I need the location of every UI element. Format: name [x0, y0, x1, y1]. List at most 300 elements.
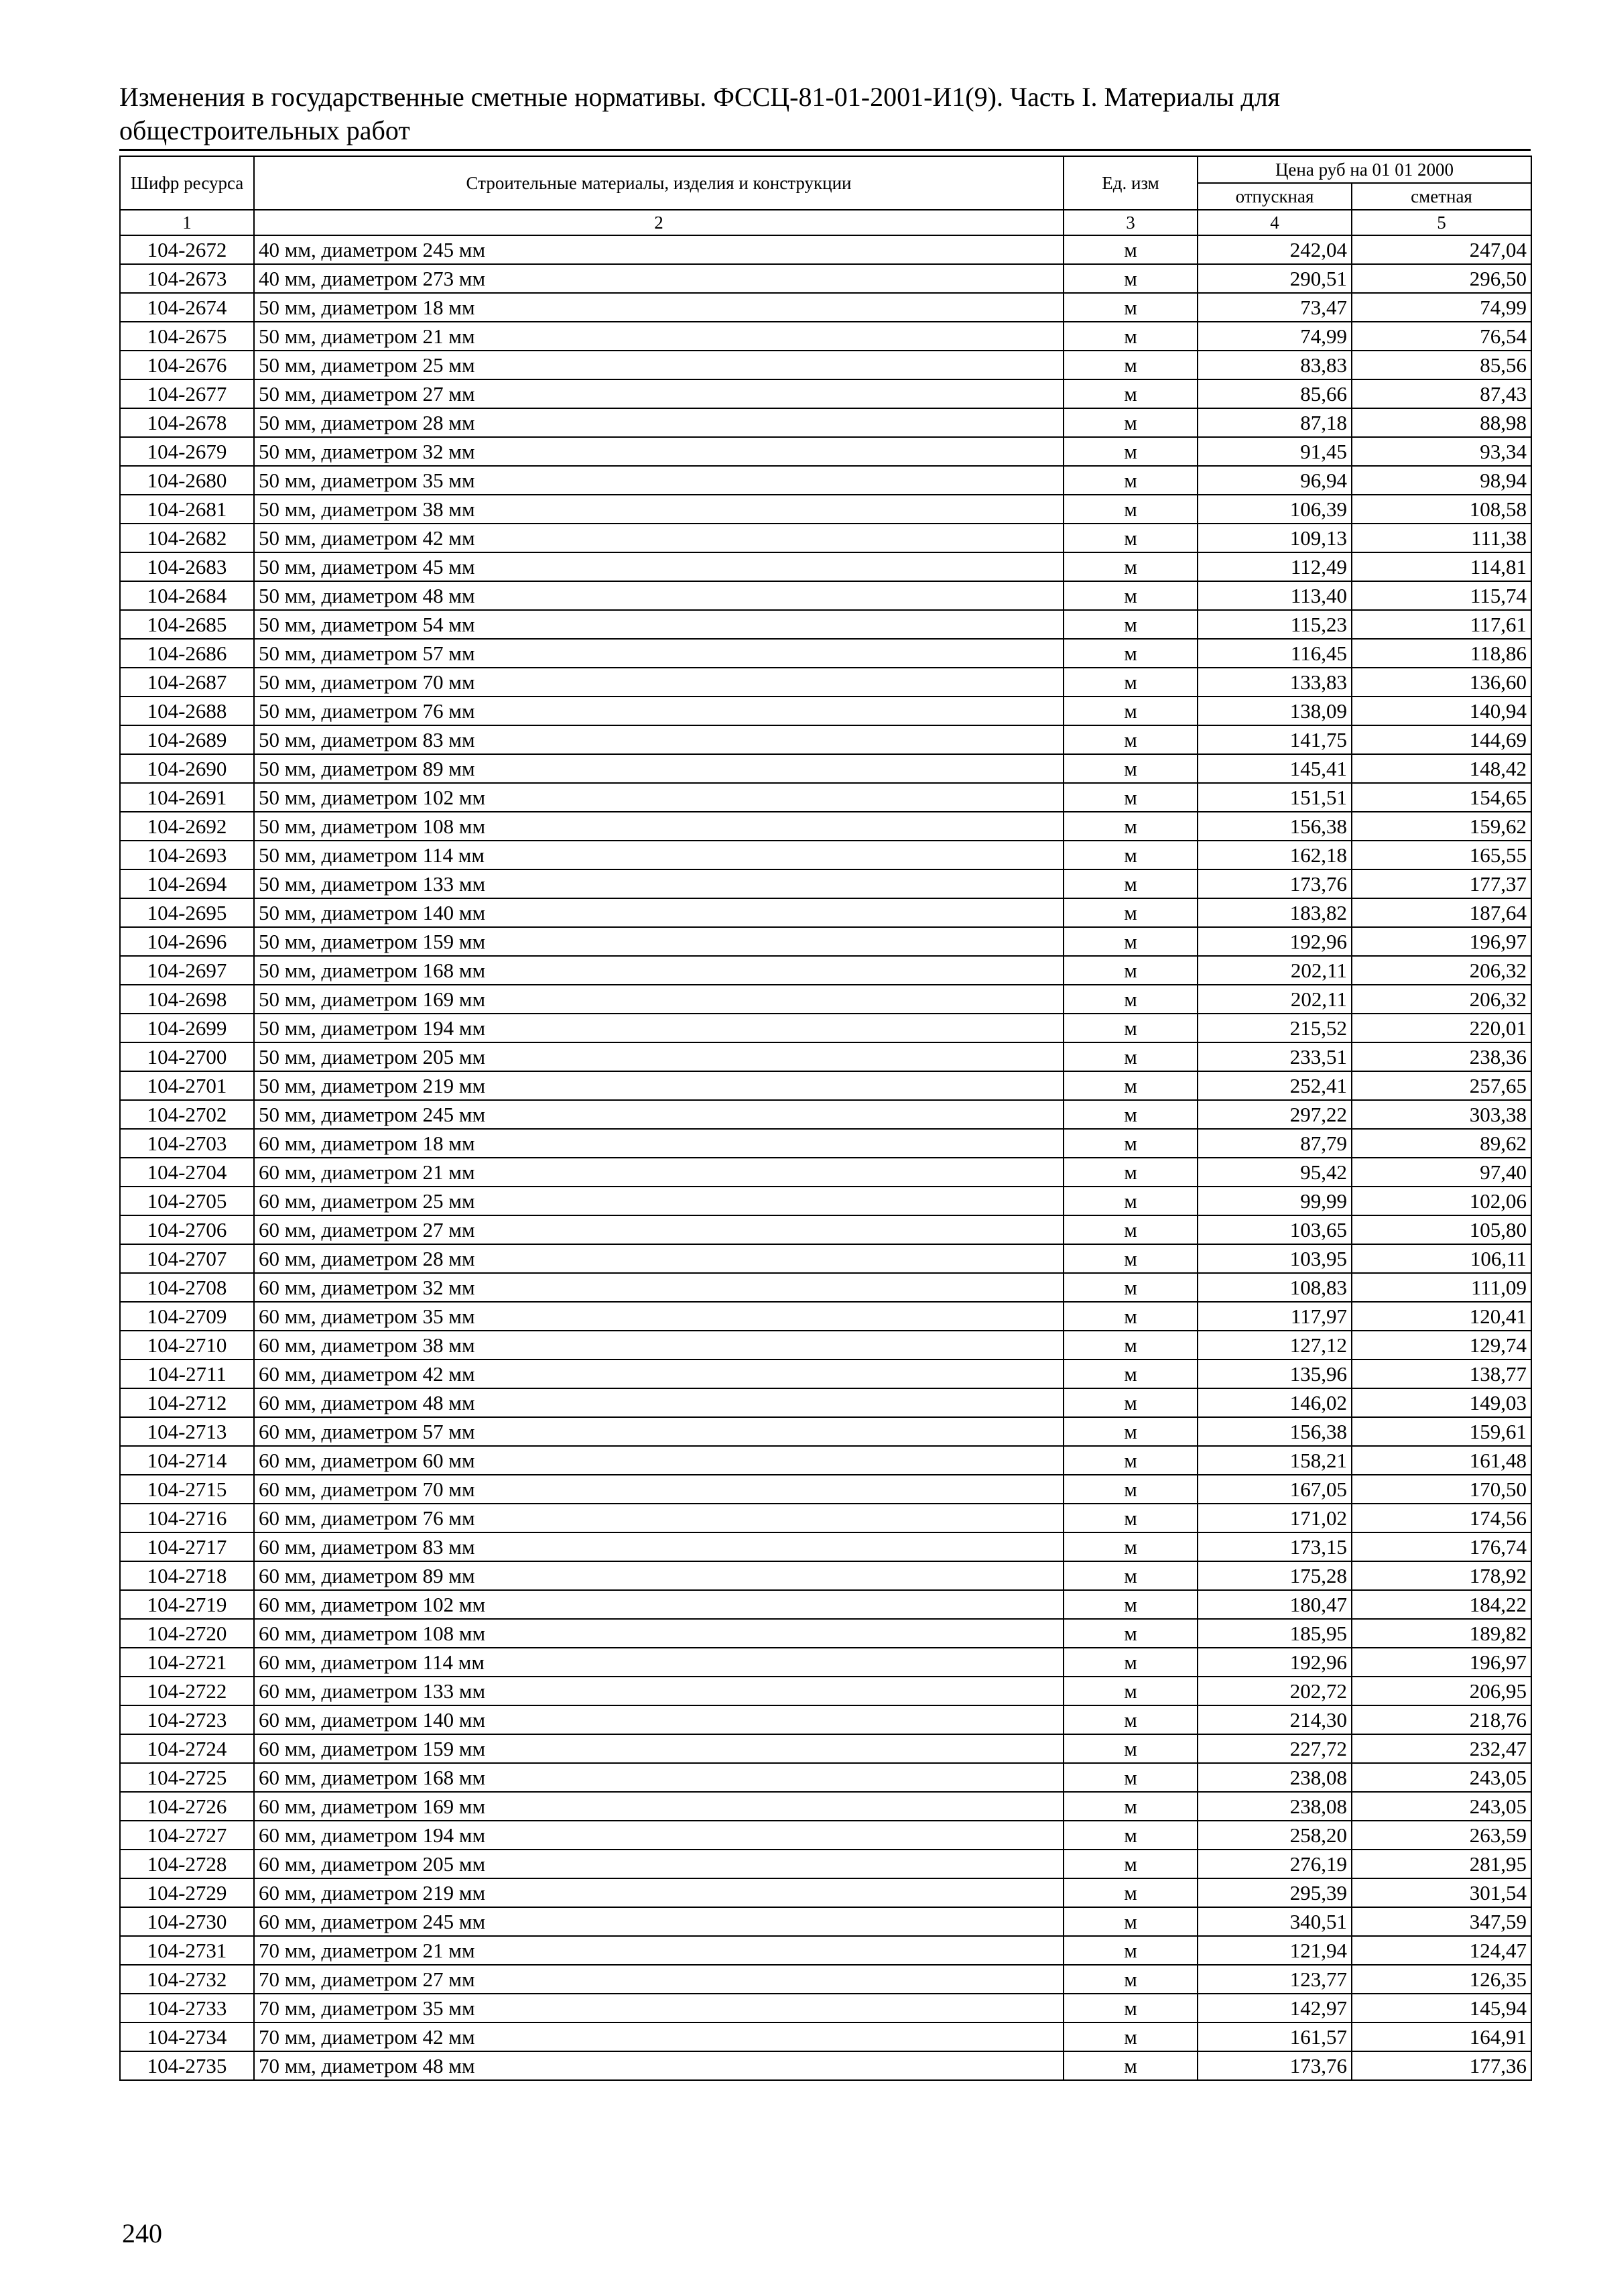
resource-code-cell: 104-2726: [120, 1792, 254, 1821]
material-name-cell: 70 мм, диаметром 27 мм: [254, 1965, 1064, 1994]
resource-code-cell: 104-2679: [120, 437, 254, 466]
unit-cell: м: [1064, 1244, 1198, 1273]
material-name-cell: 50 мм, диаметром 205 мм: [254, 1042, 1064, 1071]
estimate-price-cell: 154,65: [1352, 783, 1531, 812]
resource-code-cell: 104-2688: [120, 697, 254, 725]
release-price-cell: 135,96: [1198, 1360, 1352, 1388]
table-row: [120, 1417, 1531, 1446]
release-price-cell: 297,22: [1198, 1100, 1352, 1129]
release-price-cell: 242,04: [1198, 235, 1352, 264]
resource-code-cell: 104-2695: [120, 898, 254, 927]
release-price-cell: 156,38: [1198, 812, 1352, 841]
material-name-cell: 50 мм, диаметром 108 мм: [254, 812, 1064, 841]
material-name-cell: 50 мм, диаметром 83 мм: [254, 725, 1064, 754]
table-header: [120, 156, 1531, 235]
release-price-cell: 215,52: [1198, 1014, 1352, 1042]
unit-cell: м: [1064, 1936, 1198, 1965]
material-name-cell: 60 мм, диаметром 70 мм: [254, 1475, 1064, 1504]
release-price-cell: 185,95: [1198, 1619, 1352, 1648]
estimate-price-cell: 206,95: [1352, 1677, 1531, 1705]
resource-code-cell: 104-2703: [120, 1129, 254, 1158]
material-name-cell: 50 мм, диаметром 25 мм: [254, 351, 1064, 379]
unit-cell: м: [1064, 495, 1198, 524]
table-row: [120, 725, 1531, 754]
resource-code-cell: 104-2672: [120, 235, 254, 264]
estimate-price-cell: 98,94: [1352, 466, 1531, 495]
resource-code-cell: 104-2685: [120, 610, 254, 639]
resource-code-cell: 104-2734: [120, 2022, 254, 2051]
resource-code-cell: 104-2694: [120, 869, 254, 898]
estimate-price-cell: 243,05: [1352, 1792, 1531, 1821]
unit-cell: м: [1064, 437, 1198, 466]
table-row: [120, 1763, 1531, 1792]
resource-code-cell: 104-2699: [120, 1014, 254, 1042]
header-price: Цена руб на 01 01 2000: [1198, 156, 1531, 183]
header-unit: Ед. изм: [1064, 156, 1198, 210]
release-price-cell: 162,18: [1198, 841, 1352, 869]
estimate-price-cell: 138,77: [1352, 1360, 1531, 1388]
resource-code-cell: 104-2677: [120, 379, 254, 408]
estimate-price-cell: 159,62: [1352, 812, 1531, 841]
release-price-cell: 183,82: [1198, 898, 1352, 927]
material-name-cell: 50 мм, диаметром 140 мм: [254, 898, 1064, 927]
estimate-price-cell: 117,61: [1352, 610, 1531, 639]
release-price-cell: 145,41: [1198, 754, 1352, 783]
resource-code-cell: 104-2686: [120, 639, 254, 668]
material-name-cell: 40 мм, диаметром 245 мм: [254, 235, 1064, 264]
table-row: [120, 1994, 1531, 2022]
unit-cell: м: [1064, 2022, 1198, 2051]
table-row: [120, 1965, 1531, 1994]
unit-cell: м: [1064, 725, 1198, 754]
resource-code-cell: 104-2682: [120, 524, 254, 552]
unit-cell: м: [1064, 812, 1198, 841]
resource-code-cell: 104-2722: [120, 1677, 254, 1705]
table-row: [120, 1936, 1531, 1965]
table-row: [120, 1532, 1531, 1561]
table-row: [120, 754, 1531, 783]
unit-cell: м: [1064, 1273, 1198, 1302]
table-row: [120, 235, 1531, 264]
table-row: [120, 869, 1531, 898]
estimate-price-cell: 176,74: [1352, 1532, 1531, 1561]
estimate-price-cell: 126,35: [1352, 1965, 1531, 1994]
unit-cell: м: [1064, 1590, 1198, 1619]
release-price-cell: 238,08: [1198, 1792, 1352, 1821]
material-name-cell: 60 мм, диаметром 32 мм: [254, 1273, 1064, 1302]
material-name-cell: 60 мм, диаметром 35 мм: [254, 1302, 1064, 1331]
estimate-price-cell: 301,54: [1352, 1878, 1531, 1907]
material-name-cell: 70 мм, диаметром 42 мм: [254, 2022, 1064, 2051]
table-body: [120, 235, 1531, 2080]
unit-cell: м: [1064, 2051, 1198, 2080]
unit-cell: м: [1064, 524, 1198, 552]
table-row: [120, 1475, 1531, 1504]
estimate-price-cell: 196,97: [1352, 1648, 1531, 1677]
resource-code-cell: 104-2692: [120, 812, 254, 841]
estimate-price-cell: 263,59: [1352, 1821, 1531, 1850]
unit-cell: м: [1064, 869, 1198, 898]
estimate-price-cell: 111,38: [1352, 524, 1531, 552]
unit-cell: м: [1064, 379, 1198, 408]
material-name-cell: 60 мм, диаметром 27 мм: [254, 1215, 1064, 1244]
table-row: [120, 1734, 1531, 1763]
estimate-price-cell: 74,99: [1352, 293, 1531, 322]
table-row: [120, 293, 1531, 322]
material-name-cell: 50 мм, диаметром 89 мм: [254, 754, 1064, 783]
unit-cell: м: [1064, 898, 1198, 927]
unit-cell: м: [1064, 351, 1198, 379]
release-price-cell: 202,11: [1198, 985, 1352, 1014]
material-name-cell: 60 мм, диаметром 169 мм: [254, 1792, 1064, 1821]
unit-cell: м: [1064, 1619, 1198, 1648]
resource-code-cell: 104-2704: [120, 1158, 254, 1187]
material-name-cell: 60 мм, диаметром 18 мм: [254, 1129, 1064, 1158]
material-name-cell: 70 мм, диаметром 21 мм: [254, 1936, 1064, 1965]
unit-cell: м: [1064, 610, 1198, 639]
estimate-price-cell: 148,42: [1352, 754, 1531, 783]
unit-cell: м: [1064, 985, 1198, 1014]
estimate-price-cell: 247,04: [1352, 235, 1531, 264]
table-row: [120, 437, 1531, 466]
material-name-cell: 60 мм, диаметром 102 мм: [254, 1590, 1064, 1619]
resource-code-cell: 104-2680: [120, 466, 254, 495]
material-name-cell: 50 мм, диаметром 48 мм: [254, 581, 1064, 610]
unit-cell: м: [1064, 668, 1198, 697]
header-title-line1: Изменения в государственные сметные нормативы. ФССЦ-81-01-2001-И1(9). Часть I. Материалы для: [119, 82, 1281, 112]
resource-code-cell: 104-2732: [120, 1965, 254, 1994]
unit-cell: м: [1064, 1648, 1198, 1677]
release-price-cell: 106,39: [1198, 495, 1352, 524]
table-row: [120, 581, 1531, 610]
material-name-cell: 60 мм, диаметром 114 мм: [254, 1648, 1064, 1677]
table-row: [120, 985, 1531, 1014]
unit-cell: м: [1064, 466, 1198, 495]
material-name-cell: 60 мм, диаметром 140 мм: [254, 1705, 1064, 1734]
resource-code-cell: 104-2691: [120, 783, 254, 812]
unit-cell: м: [1064, 1014, 1198, 1042]
material-name-cell: 50 мм, диаметром 45 мм: [254, 552, 1064, 581]
table-row: [120, 1100, 1531, 1129]
estimate-price-cell: 149,03: [1352, 1388, 1531, 1417]
resource-code-cell: 104-2712: [120, 1388, 254, 1417]
estimate-price-cell: 177,36: [1352, 2051, 1531, 2080]
material-name-cell: 50 мм, диаметром 194 мм: [254, 1014, 1064, 1042]
estimate-price-cell: 87,43: [1352, 379, 1531, 408]
release-price-cell: 74,99: [1198, 322, 1352, 351]
resource-code-cell: 104-2713: [120, 1417, 254, 1446]
table-row: [120, 351, 1531, 379]
material-name-cell: 60 мм, диаметром 42 мм: [254, 1360, 1064, 1388]
estimate-price-cell: 124,47: [1352, 1936, 1531, 1965]
header-name: Строительные материалы, изделия и конструкции: [254, 156, 1064, 210]
table-row: [120, 524, 1531, 552]
header-col-number: 4: [1198, 210, 1352, 235]
resource-code-cell: 104-2720: [120, 1619, 254, 1648]
release-price-cell: 192,96: [1198, 1648, 1352, 1677]
resource-code-cell: 104-2684: [120, 581, 254, 610]
unit-cell: м: [1064, 1071, 1198, 1100]
release-price-cell: 276,19: [1198, 1850, 1352, 1878]
release-price-cell: 73,47: [1198, 293, 1352, 322]
resource-code-cell: 104-2719: [120, 1590, 254, 1619]
unit-cell: м: [1064, 1792, 1198, 1821]
unit-cell: м: [1064, 322, 1198, 351]
header-rule: [119, 149, 1531, 151]
material-name-cell: 50 мм, диаметром 42 мм: [254, 524, 1064, 552]
resource-code-cell: 104-2697: [120, 956, 254, 985]
release-price-cell: 151,51: [1198, 783, 1352, 812]
release-price-cell: 112,49: [1198, 552, 1352, 581]
header-col-number: 2: [254, 210, 1064, 235]
resource-code-cell: 104-2715: [120, 1475, 254, 1504]
unit-cell: м: [1064, 1417, 1198, 1446]
release-price-cell: 252,41: [1198, 1071, 1352, 1100]
unit-cell: м: [1064, 927, 1198, 956]
unit-cell: м: [1064, 1734, 1198, 1763]
table-row: [120, 322, 1531, 351]
release-price-cell: 142,97: [1198, 1994, 1352, 2022]
unit-cell: м: [1064, 552, 1198, 581]
header-col-number: 5: [1352, 210, 1531, 235]
release-price-cell: 141,75: [1198, 725, 1352, 754]
estimate-price-cell: 177,37: [1352, 869, 1531, 898]
estimate-price-cell: 303,38: [1352, 1100, 1531, 1129]
release-price-cell: 171,02: [1198, 1504, 1352, 1532]
table-row: [120, 1677, 1531, 1705]
release-price-cell: 121,94: [1198, 1936, 1352, 1965]
estimate-price-cell: 140,94: [1352, 697, 1531, 725]
table-row: [120, 1648, 1531, 1677]
release-price-cell: 158,21: [1198, 1446, 1352, 1475]
unit-cell: м: [1064, 1215, 1198, 1244]
release-price-cell: 340,51: [1198, 1907, 1352, 1936]
table-row: [120, 1158, 1531, 1187]
resource-code-cell: 104-2725: [120, 1763, 254, 1792]
resource-code-cell: 104-2708: [120, 1273, 254, 1302]
table-row: [120, 1705, 1531, 1734]
release-price-cell: 115,23: [1198, 610, 1352, 639]
table-row: [120, 1792, 1531, 1821]
estimate-price-cell: 161,48: [1352, 1446, 1531, 1475]
table-row: [120, 1446, 1531, 1475]
release-price-cell: 103,65: [1198, 1215, 1352, 1244]
table-row: [120, 1907, 1531, 1936]
unit-cell: м: [1064, 1388, 1198, 1417]
material-name-cell: 50 мм, диаметром 70 мм: [254, 668, 1064, 697]
resource-code-cell: 104-2678: [120, 408, 254, 437]
release-price-cell: 116,45: [1198, 639, 1352, 668]
release-price-cell: 192,96: [1198, 927, 1352, 956]
table-row: [120, 1014, 1531, 1042]
release-price-cell: 83,83: [1198, 351, 1352, 379]
resource-code-cell: 104-2717: [120, 1532, 254, 1561]
table-row: [120, 495, 1531, 524]
unit-cell: м: [1064, 1129, 1198, 1158]
release-price-cell: 117,97: [1198, 1302, 1352, 1331]
resource-code-cell: 104-2705: [120, 1187, 254, 1215]
header-estimate-price: сметная: [1352, 183, 1531, 210]
estimate-price-cell: 120,41: [1352, 1302, 1531, 1331]
resource-code-cell: 104-2702: [120, 1100, 254, 1129]
unit-cell: м: [1064, 1878, 1198, 1907]
material-name-cell: 50 мм, диаметром 133 мм: [254, 869, 1064, 898]
material-name-cell: 60 мм, диаметром 245 мм: [254, 1907, 1064, 1936]
resource-code-cell: 104-2689: [120, 725, 254, 754]
resource-code-cell: 104-2731: [120, 1936, 254, 1965]
release-price-cell: 167,05: [1198, 1475, 1352, 1504]
unit-cell: м: [1064, 1850, 1198, 1878]
document-header: [119, 80, 1486, 147]
material-name-cell: 40 мм, диаметром 273 мм: [254, 264, 1064, 293]
resource-code-cell: 104-2718: [120, 1561, 254, 1590]
release-price-cell: 156,38: [1198, 1417, 1352, 1446]
material-name-cell: 50 мм, диаметром 76 мм: [254, 697, 1064, 725]
table-row: [120, 1244, 1531, 1273]
estimate-price-cell: 145,94: [1352, 1994, 1531, 2022]
table-row: [120, 1388, 1531, 1417]
estimate-price-cell: 206,32: [1352, 985, 1531, 1014]
release-price-cell: 258,20: [1198, 1821, 1352, 1850]
unit-cell: м: [1064, 1907, 1198, 1936]
estimate-price-cell: 187,64: [1352, 898, 1531, 927]
material-name-cell: 60 мм, диаметром 25 мм: [254, 1187, 1064, 1215]
material-name-cell: 60 мм, диаметром 159 мм: [254, 1734, 1064, 1763]
unit-cell: м: [1064, 1475, 1198, 1504]
estimate-price-cell: 93,34: [1352, 437, 1531, 466]
release-price-cell: 161,57: [1198, 2022, 1352, 2051]
estimate-price-cell: 257,65: [1352, 1071, 1531, 1100]
release-price-cell: 295,39: [1198, 1878, 1352, 1907]
table-row: [120, 1360, 1531, 1388]
release-price-cell: 146,02: [1198, 1388, 1352, 1417]
release-price-cell: 91,45: [1198, 437, 1352, 466]
release-price-cell: 133,83: [1198, 668, 1352, 697]
resource-code-cell: 104-2681: [120, 495, 254, 524]
unit-cell: м: [1064, 1446, 1198, 1475]
release-price-cell: 173,15: [1198, 1532, 1352, 1561]
release-price-cell: 95,42: [1198, 1158, 1352, 1187]
header-title-line2: общестроительных работ: [119, 115, 410, 145]
material-name-cell: 50 мм, диаметром 159 мм: [254, 927, 1064, 956]
unit-cell: м: [1064, 264, 1198, 293]
unit-cell: м: [1064, 754, 1198, 783]
resource-code-cell: 104-2723: [120, 1705, 254, 1734]
table-row: [120, 1215, 1531, 1244]
resource-code-cell: 104-2690: [120, 754, 254, 783]
material-name-cell: 70 мм, диаметром 48 мм: [254, 2051, 1064, 2080]
resource-code-cell: 104-2698: [120, 985, 254, 1014]
resource-code-cell: 104-2707: [120, 1244, 254, 1273]
estimate-price-cell: 115,74: [1352, 581, 1531, 610]
material-name-cell: 50 мм, диаметром 245 мм: [254, 1100, 1064, 1129]
table-row: [120, 783, 1531, 812]
table-row: [120, 1331, 1531, 1360]
table-row: [120, 1561, 1531, 1590]
release-price-cell: 85,66: [1198, 379, 1352, 408]
unit-cell: м: [1064, 1504, 1198, 1532]
estimate-price-cell: 114,81: [1352, 552, 1531, 581]
resource-code-cell: 104-2675: [120, 322, 254, 351]
table-row: [120, 1129, 1531, 1158]
material-name-cell: 60 мм, диаметром 28 мм: [254, 1244, 1064, 1273]
table-row: [120, 552, 1531, 581]
unit-cell: м: [1064, 581, 1198, 610]
table-row: [120, 1042, 1531, 1071]
estimate-price-cell: 129,74: [1352, 1331, 1531, 1360]
material-name-cell: 50 мм, диаметром 102 мм: [254, 783, 1064, 812]
release-price-cell: 180,47: [1198, 1590, 1352, 1619]
resource-code-cell: 104-2728: [120, 1850, 254, 1878]
resource-code-cell: 104-2700: [120, 1042, 254, 1071]
release-price-cell: 214,30: [1198, 1705, 1352, 1734]
estimate-price-cell: 165,55: [1352, 841, 1531, 869]
material-name-cell: 50 мм, диаметром 57 мм: [254, 639, 1064, 668]
estimate-price-cell: 105,80: [1352, 1215, 1531, 1244]
estimate-price-cell: 238,36: [1352, 1042, 1531, 1071]
estimate-price-cell: 111,09: [1352, 1273, 1531, 1302]
material-name-cell: 50 мм, диаметром 38 мм: [254, 495, 1064, 524]
unit-cell: м: [1064, 1302, 1198, 1331]
estimate-price-cell: 76,54: [1352, 322, 1531, 351]
unit-cell: м: [1064, 235, 1198, 264]
material-name-cell: 60 мм, диаметром 57 мм: [254, 1417, 1064, 1446]
unit-cell: м: [1064, 1187, 1198, 1215]
unit-cell: м: [1064, 639, 1198, 668]
release-price-cell: 113,40: [1198, 581, 1352, 610]
estimate-price-cell: 347,59: [1352, 1907, 1531, 1936]
release-price-cell: 87,79: [1198, 1129, 1352, 1158]
estimate-price-cell: 189,82: [1352, 1619, 1531, 1648]
resource-code-cell: 104-2676: [120, 351, 254, 379]
material-name-cell: 50 мм, диаметром 27 мм: [254, 379, 1064, 408]
table-row: [120, 379, 1531, 408]
table-row: [120, 841, 1531, 869]
unit-cell: м: [1064, 1763, 1198, 1792]
material-name-cell: 50 мм, диаметром 54 мм: [254, 610, 1064, 639]
release-price-cell: 99,99: [1198, 1187, 1352, 1215]
release-price-cell: 227,72: [1198, 1734, 1352, 1763]
resource-code-cell: 104-2701: [120, 1071, 254, 1100]
table-row: [120, 264, 1531, 293]
material-name-cell: 60 мм, диаметром 76 мм: [254, 1504, 1064, 1532]
release-price-cell: 123,77: [1198, 1965, 1352, 1994]
table-row: [120, 1878, 1531, 1907]
unit-cell: м: [1064, 1821, 1198, 1850]
estimate-price-cell: 296,50: [1352, 264, 1531, 293]
release-price-cell: 127,12: [1198, 1331, 1352, 1360]
release-price-cell: 96,94: [1198, 466, 1352, 495]
table-row: [120, 668, 1531, 697]
estimate-price-cell: 206,32: [1352, 956, 1531, 985]
unit-cell: м: [1064, 1677, 1198, 1705]
unit-cell: м: [1064, 1994, 1198, 2022]
estimate-price-cell: 144,69: [1352, 725, 1531, 754]
release-price-cell: 173,76: [1198, 869, 1352, 898]
estimate-price-cell: 174,56: [1352, 1504, 1531, 1532]
release-price-cell: 202,72: [1198, 1677, 1352, 1705]
material-name-cell: 60 мм, диаметром 133 мм: [254, 1677, 1064, 1705]
estimate-price-cell: 88,98: [1352, 408, 1531, 437]
resource-code-cell: 104-2730: [120, 1907, 254, 1936]
material-name-cell: 50 мм, диаметром 219 мм: [254, 1071, 1064, 1100]
resource-code-cell: 104-2693: [120, 841, 254, 869]
release-price-cell: 173,76: [1198, 2051, 1352, 2080]
table-row: [120, 1302, 1531, 1331]
material-name-cell: 60 мм, диаметром 168 мм: [254, 1763, 1064, 1792]
material-name-cell: 60 мм, диаметром 89 мм: [254, 1561, 1064, 1590]
resource-code-cell: 104-2714: [120, 1446, 254, 1475]
